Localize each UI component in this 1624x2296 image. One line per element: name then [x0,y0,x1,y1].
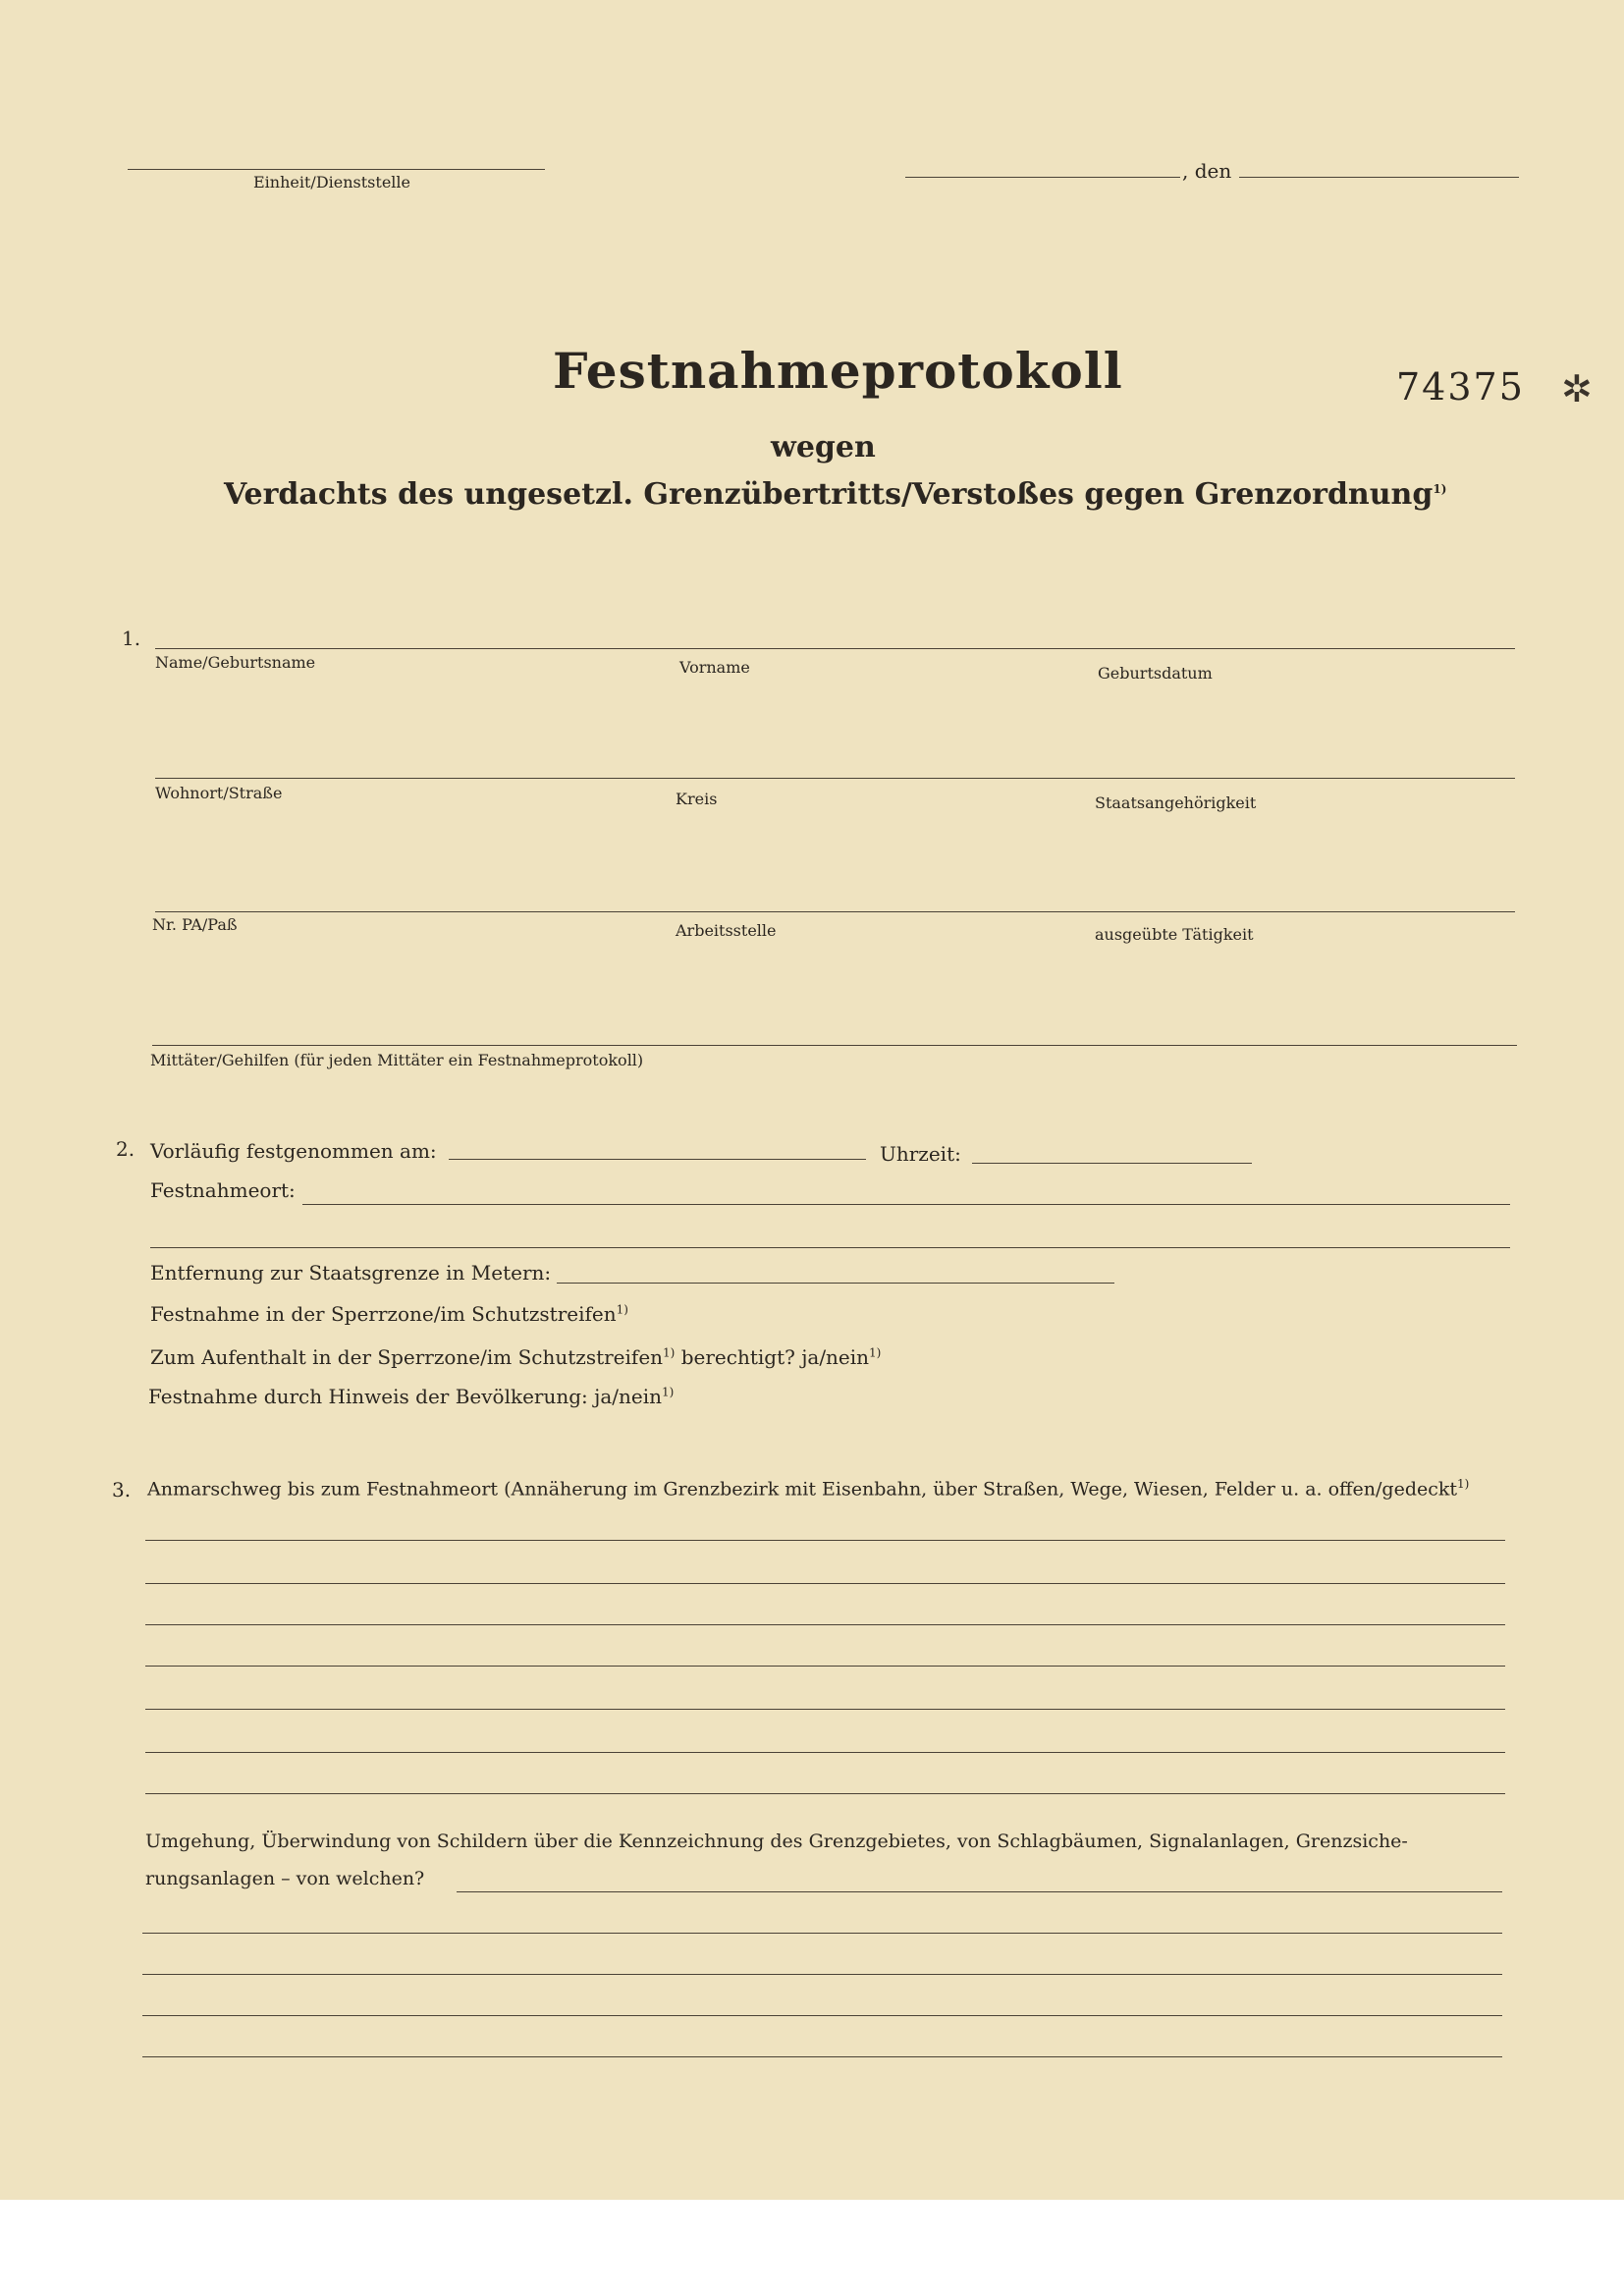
label-firstname: Vorname [679,658,750,677]
row3-line[interactable] [155,911,1515,912]
label-bypass-1: Umgehung, Überwindung von Schildern über die Kennzeichnung des Grenzgebietes, von Schlagbäumen, Signalanlagen, Grenzsiche- [145,1831,1408,1852]
label-arrest-place: Festnahmeort: [150,1178,296,1202]
approach-line-3[interactable] [145,1624,1505,1625]
approach-line-7[interactable] [145,1793,1505,1794]
label-name: Name/Geburtsname [155,653,316,672]
label-residence: Wohnort/Straße [155,784,283,802]
section2-number: 2. [116,1137,135,1161]
label-approach: Anmarschweg bis zum Festnahmeort (Annäherung im Grenzbezirk mit Eisenbahn, über Straßen, Wege, Wiesen, Felder u. a. offen/gedeckt$^{1)}$ [147,1477,1470,1501]
label-distance: Entfernung zur Staatsgrenze in Metern: [150,1261,552,1285]
stamp-mark-icon: ✲ [1561,367,1593,410]
label-accomplices: Mittäter/Gehilfen (für jeden Mittäter ein Festnahmeprotokoll) [150,1051,644,1069]
arrest-place-line-2[interactable] [150,1247,1510,1248]
label-citizenship: Staatsangehörigkeit [1095,793,1257,812]
arrest-date-line[interactable] [449,1159,866,1160]
subtitle-wegen: wegen [771,430,876,465]
label-arrested-on: Vorläufig festgenommen am: [150,1139,437,1163]
label-zone: Festnahme in der Sperrzone/im Schutzstreifen$^{1)}$ [150,1302,628,1326]
approach-line-1[interactable] [145,1540,1505,1541]
section3-number: 3. [112,1478,132,1502]
bypass-line-3[interactable] [142,1974,1502,1975]
bypass-line-4[interactable] [142,2015,1502,2016]
approach-line-4[interactable] [145,1666,1505,1667]
approach-line-5[interactable] [145,1709,1505,1710]
accomplices-line[interactable] [152,1045,1517,1046]
label-authorized: Zum Aufenthalt in der Sperrzone/im Schutzstreifen$^{1)}$ berechtigt? ja/nein$^{1)}$ [150,1345,882,1369]
label-workplace: Arbeitsstelle [676,921,777,940]
date-separator: , den [1182,159,1232,183]
place-line[interactable] [905,177,1180,178]
label-passport: Nr. PA/Paß [152,915,238,934]
approach-line-2[interactable] [145,1583,1505,1584]
page-title: Festnahmeprotokoll [553,342,1123,400]
bypass-line-1[interactable] [457,1891,1502,1892]
bypass-line-5[interactable] [142,2056,1502,2057]
label-bypass-2: rungsanlagen – von welchen? [145,1868,425,1889]
label-time: Uhrzeit: [880,1142,961,1166]
row1-line[interactable] [155,648,1515,649]
subtitle-text: Verdachts des ungesetzl. Grenzübertritts/Verstoßes gegen Grenzordnung$^{1)}$ [224,477,1447,512]
date-line[interactable] [1239,177,1519,178]
arrest-place-line-1[interactable] [302,1204,1510,1205]
arrest-time-line[interactable] [972,1163,1252,1164]
bypass-line-2[interactable] [142,1933,1502,1934]
label-birthdate: Geburtsdatum [1098,664,1213,683]
row2-line[interactable] [155,778,1515,779]
unit-label: Einheit/Dienststelle [253,173,410,191]
section1-number: 1. [122,627,141,650]
label-occupation: ausgeübte Tätigkeit [1095,925,1254,944]
serial-number: 74375 [1396,365,1525,409]
label-population: Festnahme durch Hinweis der Bevölkerung: ja/nein$^{1)}$ [148,1385,675,1408]
approach-line-6[interactable] [145,1752,1505,1753]
distance-line[interactable] [557,1283,1114,1284]
unit-line[interactable] [128,169,545,170]
label-district: Kreis [676,790,718,808]
